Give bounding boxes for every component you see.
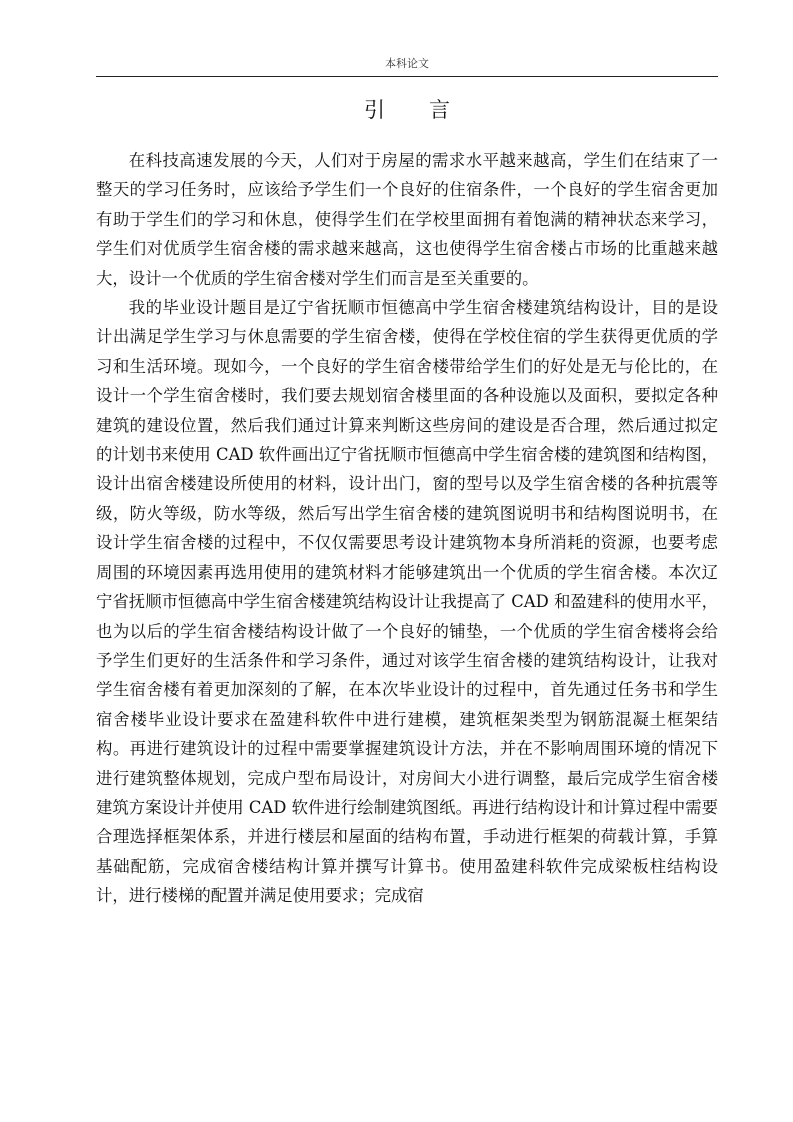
running-header: 本科论文 xyxy=(385,57,429,70)
paragraph-2: 我的毕业设计题目是辽宁省抚顺市恒德高中学生宿舍楼建筑结构设计，目的是设计出满足学生学习与休息需要的学生宿舍楼，使得在学校住宿的学生获得更优质的学习和生活环境。现如今，一个良好的学生宿舍楼带给学生们的好处是无与伦比的，在设计一个学生宿舍楼时，我们要去规划宿舍楼里面的各种设施以及面积，要拟定各种建筑的建设位置，然后我们通过计算来判断这些房间的建设是否合理，然后通过拟定的计划书来使用 CAD 软件画出辽宁省抚顺市恒德高中学生宿舍楼的建筑图和结构图，设计出宿舍楼建设所使用的材料，设计出门，窗的型号以及学生宿舍楼的各种抗震等级，防火等级，防水等级，然后写出学生宿舍楼的建筑图说明书和结构图说明书，在设计学生宿舍楼的过程中，不仅仅需要思考设计建筑物本身所消耗的资源，也要考虑周围的环境因素再选用使用的建筑材料才能够建筑出一个优质的学生宿舍楼。本次辽宁省抚顺市恒德高中学生宿舍楼建筑结构设计让我提高了 CAD 和盈建科的使用水平，也为以后的学生宿舍楼结构设计做了一个良好的铺垫，一个优质的学生宿舍楼将会给予学生们更好的生活条件和学习条件，通过对该学生宿舍楼的建筑结构设计，让我对学生宿舍楼有着更加深刻的了解，在本次毕业设计的过程中，首先通过任务书和学生宿舍楼毕业设计要求在盈建科软件中进行建模，建筑框架类型为钢筋混凝土框架结构。再进行建筑设计的过程中需要掌握建筑设计方法，并在不影响周围环境的情况下进行建筑整体规划，完成户型布局设计，对房间大小进行调整，最后完成学生宿舍楼建筑方案设计并使用 CAD 软件进行绘制建筑图纸。再进行结构设计和计算过程中需要合理选择框架体系，并进行楼层和屋面的结构布置，手动进行框架的荷载计算，手算基础配筋，完成宿舍楼结构计算并撰写计算书。使用盈建科软件完成梁板柱结构设计，进行楼梯的配置并满足使用要求；完成宿 xyxy=(96,298,718,906)
body-text xyxy=(96,146,718,911)
paragraph-1: 在科技高速发展的今天，人们对于房屋的需求水平越来越高，学生们在结束了一整天的学习任务时，应该给予学生们一个良好的住宿条件，一个良好的学生宿舍更加有助于学生们的学习和休息，使得学生们在学校里面拥有着饱满的精神状态来学习，学生们对优质学生宿舍楼的需求越来越高，这也使得学生宿舍楼占市场的比重越来越大，设计一个优质的学生宿舍楼对学生们而言是至关重要的。 xyxy=(96,151,718,288)
section-title: 引言 xyxy=(364,98,494,122)
header-rule xyxy=(96,76,718,77)
